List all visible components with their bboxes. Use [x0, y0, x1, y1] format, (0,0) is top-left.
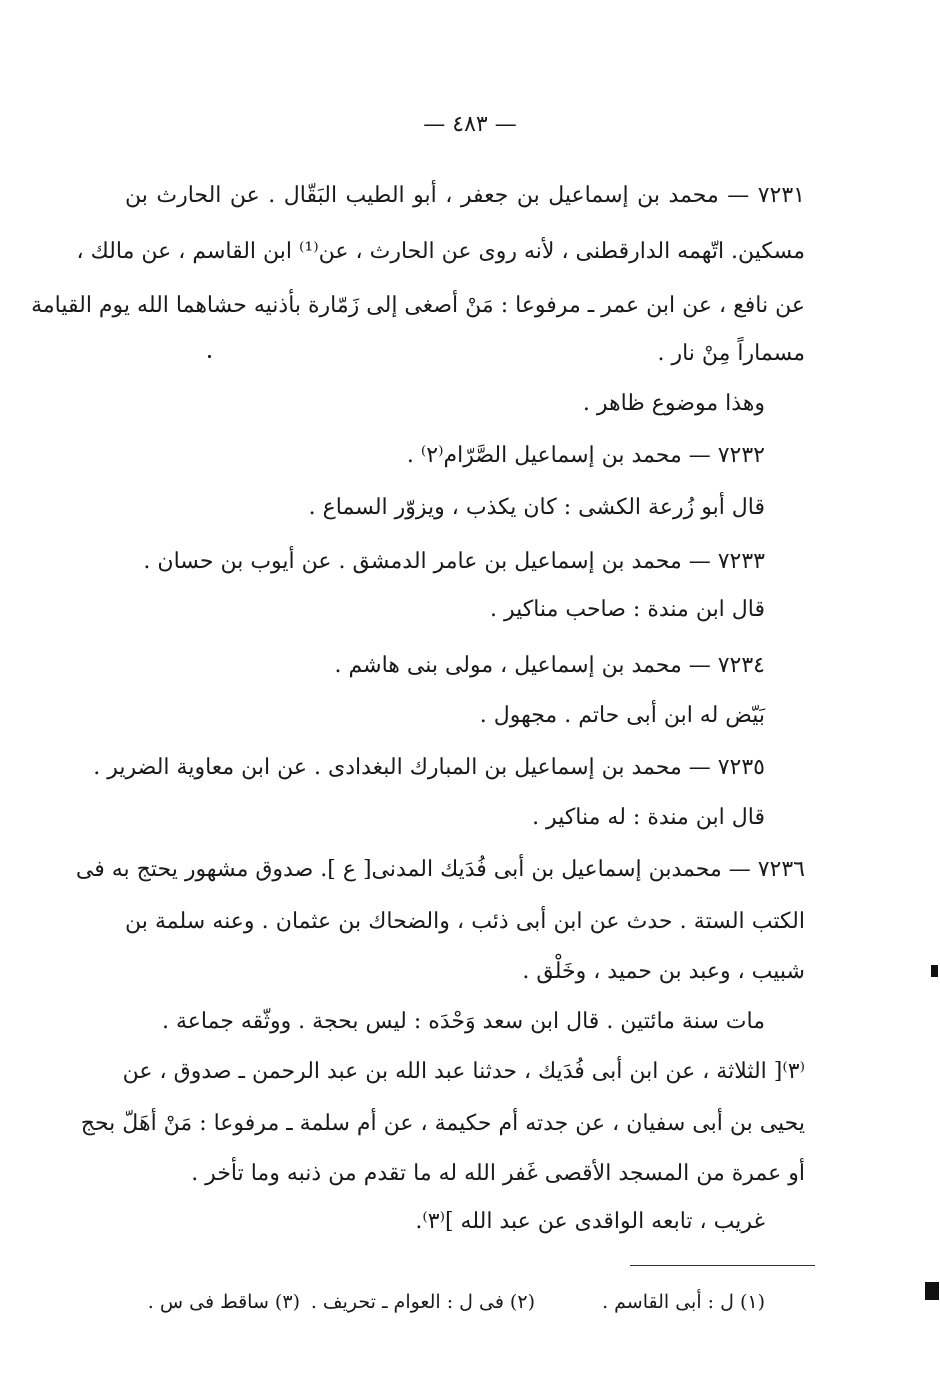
inserted-passage-line-4: غريب ، تابعه الواقدى عن عبد الله ]⁽٣⁾. [415, 1209, 765, 1234]
entry-7232-comment: قال أبو زُرعة الكشى : كان يكذب ، ويزوّر السماع . [308, 495, 765, 520]
footnotes [145, 1284, 765, 1320]
inserted-passage-line-1: ⁽٣⁾[ الثلاثة ، عن ابن أبى فُدَيك ، حدثنا عبد الله بن عبد الرحمن ـ صدوق ، عن [122, 1059, 805, 1084]
entry-7236-comment: مات سنة مائتين . قال ابن سعد وَحْدَه : ليس بحجة . ووثّقه جماعة . [161, 1009, 765, 1034]
footnote-3: (٣) ساقط فى س . [147, 1291, 300, 1313]
entry-7236-line-3: شبيب ، وعبد بن حميد ، وخَلْق . [522, 959, 805, 984]
entry-7233-heading: ٧٢٣٣ — محمد بن إسماعيل بن عامر الدمشق . عن أيوب بن حسان . [143, 549, 765, 574]
entry-7231-line-1: ٧٢٣١ — محمد بن إسماعيل بن جعفر ، أبو الطيب البَقّال . عن الحارث بن [125, 183, 805, 208]
entry-7235-comment: قال ابن مندة : له مناكير . [532, 805, 765, 830]
entry-7234-comment: بَيّض له ابن أبى حاتم . مجهول . [479, 703, 765, 728]
entry-7235-heading: ٧٢٣٥ — محمد بن إسماعيل بن المبارك البغدادى . عن ابن معاوية الضرير . [93, 755, 765, 780]
entry-7231-line-3: عن نافع ، عن ابن عمر ـ مرفوعا : مَنْ أصغى إلى زَمّارة بأذنيه حشاهما الله يوم القيامة [31, 293, 805, 318]
entry-7232-heading: ٧٢٣٢ — محمد بن إسماعيل الصَّرّام⁽٢⁾ . [406, 443, 765, 468]
page-number: — ٤٨٣ — [423, 112, 517, 137]
margin-scan-mark [925, 1282, 939, 1300]
footnote-divider [630, 1265, 815, 1266]
inserted-passage-line-2: يحيى بن أبى سفيان ، عن جدته أم حكيمة ، عن أم سلمة ـ مرفوعا : مَنْ أهَلّ بحج [80, 1111, 805, 1136]
margin-scan-mark [931, 965, 938, 977]
entry-7236-line-2: الكتب الستة . حدث عن ابن أبى ذئب ، والضحاك بن عثمان . وعنه سلمة بن [125, 909, 805, 934]
entry-7233-comment: قال ابن مندة : صاحب مناكير . [489, 597, 765, 622]
entry-7231-line-2: مسكين. اتّهمه الدارقطنى ، لأنه روى عن الحارث ، عن⁽¹⁾ ابن القاسم ، عن مالك ، [76, 239, 805, 264]
inserted-passage-line-3: أو عمرة من المسجد الأقصى غَفر الله له ما تقدم من ذنبه وما تأخر . [191, 1161, 805, 1186]
ink-speck [208, 355, 211, 358]
entry-7231-line-4: مسماراً مِنْ نار . [657, 341, 805, 366]
entry-7234-heading: ٧٢٣٤ — محمد بن إسماعيل ، مولى بنى هاشم . [334, 653, 765, 678]
entry-7236-line-1: ٧٢٣٦ — محمدبن إسماعيل بن أبى فُدَيك المدنى[ ع ]. صدوق مشهور يحتج به فى [75, 857, 805, 882]
entry-7231-comment: وهذا موضوع ظاهر . [582, 391, 765, 416]
footnote-1: (١) ل : أبى القاسم . [602, 1291, 765, 1313]
footnote-2: (٢) فى ل : العوام ـ تحريف . [310, 1291, 535, 1313]
